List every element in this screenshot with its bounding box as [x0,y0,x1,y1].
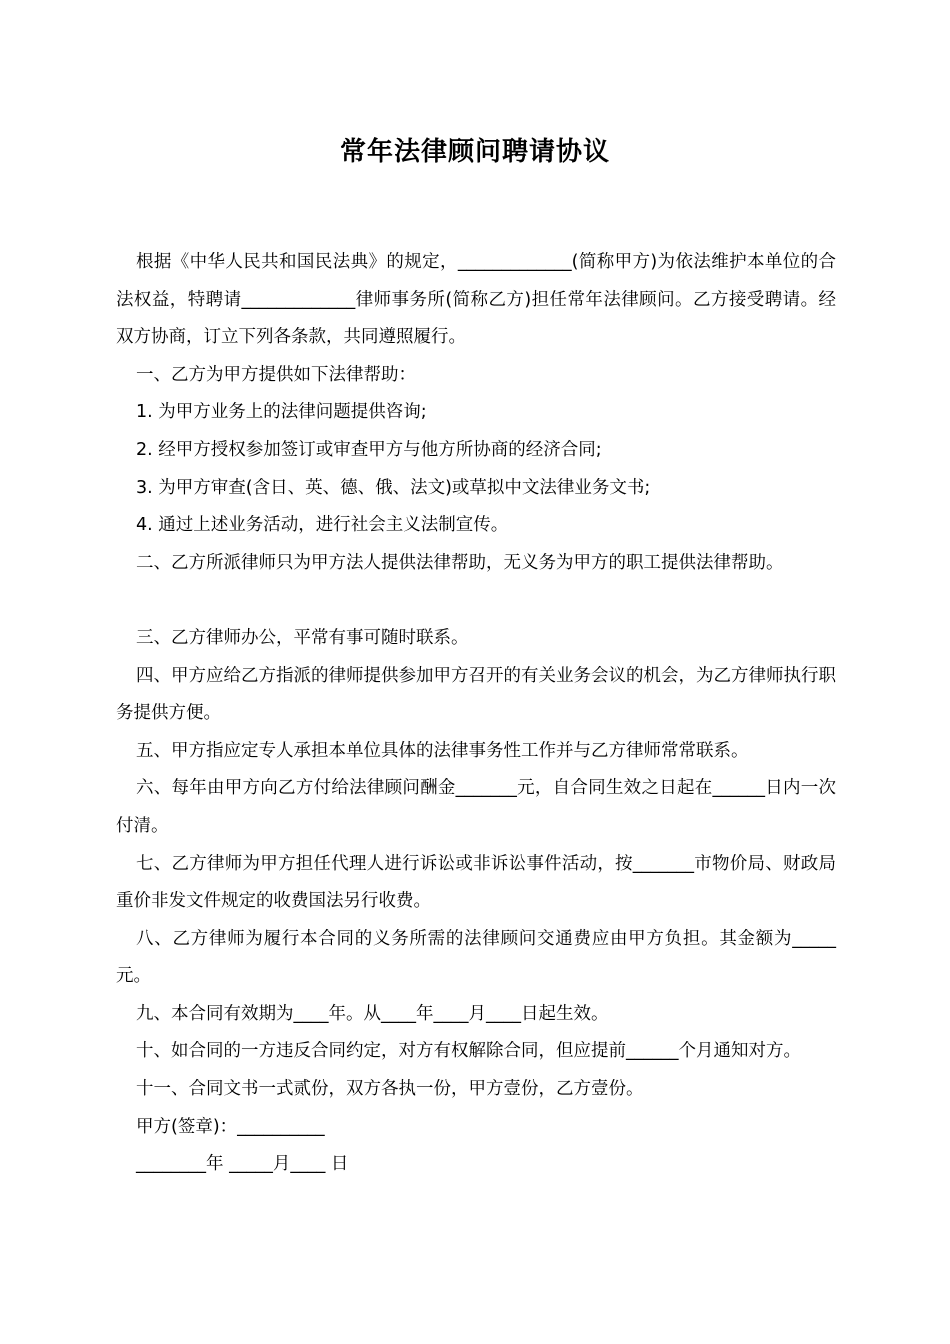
clause-9: 九、本合同有效期为____年。从____年____月____日起生效。 [136,1003,609,1024]
clause-3: 三、乙方律师办公，平常有事可随时联系。 [136,627,469,648]
clause-7: 七、乙方律师为甲方担任代理人进行诉讼或非诉讼事件活动，按_______市物价局、财政局重价非发文件规定的收费国法另行收费。 [116,853,836,912]
clause-1-item-4: 4. 通过上述业务活动，进行社会主义法制宣传。 [136,515,509,536]
clause-5: 五、甲方指应定专人承担本单位具体的法律事务性工作并与乙方律师常常联系。 [136,740,749,761]
clause-1-item-3: 3. 为甲方审查(含日、英、德、俄、法文)或草拟中文法律业务文书; [136,477,651,498]
clause-4: 四、甲方应给乙方指派的律师提供参加甲方召开的有关业务会议的机会，为乙方律师执行职务提供方便。 [116,665,836,724]
clause-1-item-1: 1. 为甲方业务上的法律问题提供咨询; [136,402,427,423]
clause-6: 六、每年由甲方向乙方付给法律顾问酬金_______元，自合同生效之日起在______日内一次付清。 [116,778,836,836]
document-title: 常年法律顾问聘请协议 [339,137,610,167]
intro-paragraph: 根据《中华人民共和国民法典》的规定，_____________(简称甲方)为依法维护本单位的合法权益，特聘请_____________律师事务所(简称乙方)担任常年法律顾问。乙方接受聘请。经双方协商，订立下列各条款，共同遵照履行。 [116,252,836,348]
document-body [116,244,836,1184]
clause-11: 十一、合同文书一式贰份，双方各执一份，甲方壹份，乙方壹份。 [136,1079,644,1100]
clause-1-heading: 一、乙方为甲方提供如下法律帮助： [136,364,416,385]
party-a-signature-line: 甲方(签章)：__________ [136,1116,325,1137]
clause-2: 二、乙方所派律师只为甲方法人提供法律帮助，无义务为甲方的职工提供法律帮助。 [136,552,784,573]
clause-1-item-2: 2. 经甲方授权参加签订或审查甲方与他方所协商的经济合同; [136,439,602,460]
signature-date-line: ________年 _____月____ 日 [136,1154,349,1175]
clause-10: 十、如合同的一方违反合同约定，对方有权解除合同，但应提前______个月通知对方。 [136,1041,801,1062]
clause-8: 八、乙方律师为履行本合同的义务所需的法律顾问交通费应由甲方负担。其金额为_____元。 [116,928,836,987]
